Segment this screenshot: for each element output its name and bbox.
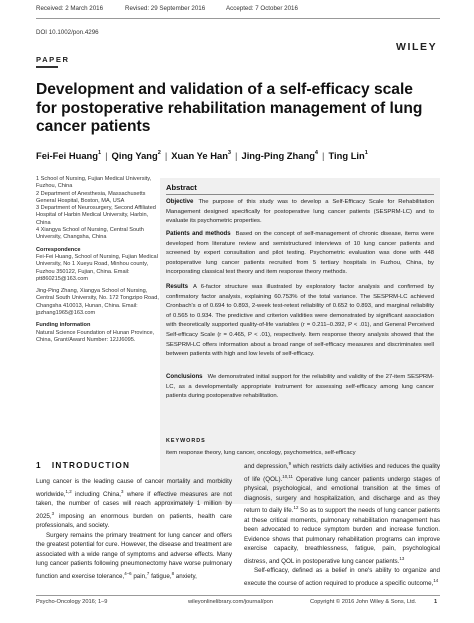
funding-text: Natural Science Foundation of Hunan Province, China, Grant/Award Number: 12JJ6095. xyxy=(36,329,155,343)
section-label: PAPER xyxy=(36,55,70,64)
correspondence-2: Jing-Ping Zhang, Xiangya School of Nursing, Central South University, No. 172 Tongzipo Road, Changsha 410013, Hunan, China. Email: jpzhang1965@163.com xyxy=(36,288,159,317)
keywords: item response theory, lung cancer, oncology, psychometrics, self-efficacy xyxy=(166,450,356,456)
author[interactable]: Qing Yang$^2$ xyxy=(111,150,161,161)
affiliations xyxy=(36,176,164,344)
revised-date: Revised: 29 September 2016 xyxy=(125,5,206,12)
copyright: Copyright © 2016 John Wiley & Sons, Ltd. xyxy=(310,599,417,605)
journal-url[interactable]: wileyonlinelibrary.com/journal/pon xyxy=(188,599,273,605)
author[interactable]: Ting Lin$^1$ xyxy=(328,150,368,161)
author-list: Fei-Fei Huang$^1$ | Qing Yang$^2$ | Xuan Ye Han$^3$ | Jing-Ping Zhang$^4$ | Ting Lin$^1$ xyxy=(36,150,368,161)
page-number: 1 xyxy=(434,599,438,605)
intro-left-column xyxy=(36,477,232,581)
abstract-methods: Patients and methods Based on the concept of self-management of chronic disease, items were developed from literature review and semistructured interviews of 10 lung cancer patients and screened by expert consultation and pilot testing. Psychometric evaluation was done with 448 postoperative lung cancer patients recruited from 5 tertiary hospitals in Fuzhou, China, by incorporating classical test theory and item response theory methods. xyxy=(166,230,434,276)
abstract-rule xyxy=(166,194,434,195)
article-title: Development and validation of a self-efficacy scale for postoperative rehabilitation management of lung cancer patients xyxy=(36,81,423,135)
abstract-heading: Abstract xyxy=(166,183,197,192)
page-footer xyxy=(0,599,474,611)
journal-citation: Psycho-Oncology 2016; 1–9 xyxy=(36,599,108,605)
doi[interactable]: DOI 10.1002/pon.4296 xyxy=(36,29,99,36)
article-history xyxy=(0,5,474,16)
intro-paragraph: Self-efficacy, defined as a belief in one's ability to organize and execute the course of action required to produce a specific outcome,$^{14}$ xyxy=(244,567,440,587)
received-date: Received: 2 March 2016 xyxy=(36,5,104,12)
intro-paragraph: Lung cancer is the leading cause of cancer mortality and morbidity worldwide,$^{1,2}$ including China,$^3$ where if effective measures are not taken, the number of cases will reach approximately 1 million by 2025,$^3$ imposing an enormous burden on patients, health care professionals, and society. xyxy=(36,478,232,529)
correspondence-1: Fei-Fei Huang, School of Nursing, Fujian Medical University, No 1 Xueyu Road, Minhou county, Fuzhou 350122, Fujian, China. Email: ptt860215@163.com xyxy=(36,253,158,282)
intro-paragraph: Surgery remains the primary treatment for lung cancer and offers the greatest potential for cure. However, the disease and treatment are associated with a wide range of symptoms and adverse effects. Many lung cancer patients following pneumonectomy have worse pulmonary function and exercise tolerance,$^{4-6}$ pain,$^7$ fatigue,$^8$ anxiety, xyxy=(36,531,232,580)
abstract-results: Results A 6-factor structure was illustrated by exploratory factor analysis and confirmed by confirmatory factor analysis, explaining 60.753% of the total variance. The SESPRM-LC achieved Cronbach's α of 0.694 to 0.893, 2-week test-retest reliability of 0.652 to 0.893, and marginal reliability of 0.565 to 0.934. The predictive and criterion validities were demonstrated by significant association with theoretically supported quality-of-life variables (r = 0.211–0.392, P < .01), and General Perceived Self-efficacy Scale (r = 0.465, P < .01), respectively. Item response theory analysis showed that the SESPRM-LC offers information about a broad range of self-efficacy measures and discriminates well between patients with high and low levels of self-efficacy. xyxy=(166,283,434,358)
author[interactable]: Xuan Ye Han$^3$ xyxy=(171,150,232,161)
affiliation-4: 4 Xiangya School of Nursing, Central South University, Changsha, China xyxy=(36,227,144,241)
header-rule xyxy=(36,18,440,19)
section-underline xyxy=(36,66,58,68)
affiliation-3: 3 Department of Neurosurgery, Second Affiliated Hospital of Harbin Medical University, Harbin, China xyxy=(36,205,156,226)
footer-rule xyxy=(36,595,440,596)
funding-heading: Funding information xyxy=(36,322,91,329)
intro-right-column xyxy=(244,459,440,588)
author[interactable]: Jing-Ping Zhang$^4$ xyxy=(241,150,319,161)
introduction-heading: 1 INTRODUCTION xyxy=(36,461,131,470)
abstract-objective: Objective The purpose of this study was to develop a Self-Efficacy Scale for Rehabilitation Management designed specifically for postoperative lung cancer patients (SESPRM-LC) and to evaluate its psychometric properties. xyxy=(166,198,434,225)
affiliation-1: 1 School of Nursing, Fujian Medical University, Fuzhou, China xyxy=(36,176,152,190)
keywords-heading: KEYWORDS xyxy=(166,438,206,444)
abstract-box xyxy=(160,178,440,504)
abstract-conclusions: Conclusions We demonstrated initial support for the reliability and validity of the 27-item SESPRM-LC, as a developmentally appropriate instrument for assessing self-efficacy among lung cancer patients during postoperative rehabilitation. xyxy=(166,373,434,400)
intro-paragraph: and depression,$^9$ which restricts daily activities and reduces the quality of life (QOL).$^{10,11}$ Operative lung cancer patients undergo stages of physical, psychological, and emotional transition at the times of diagnosis, surgery and hospitalization, and discharge and as they return to daily life.$^{12}$ So as to support the needs of lung cancer patients at these critical moments, pulmonary rehabilitation management has been advocated to reduce symptom burden and increase function. Evidence shows that pulmonary rehabilitation programs can improve exercise capacity, breathlessness, fatigue, pain, psychological distress, and QOL in postoperative lung cancer patients.$^{13}$ xyxy=(244,461,441,565)
correspondence-heading: Correspondence xyxy=(36,246,81,253)
affiliation-2: 2 Department of Anesthesia, Massachusetts General Hospital, Boston, MA, USA xyxy=(36,190,146,204)
author[interactable]: Fei-Fei Huang$^1$ xyxy=(36,150,102,161)
publisher-logo: WILEY xyxy=(396,41,438,53)
accepted-date: Accepted: 7 October 2016 xyxy=(226,5,298,12)
